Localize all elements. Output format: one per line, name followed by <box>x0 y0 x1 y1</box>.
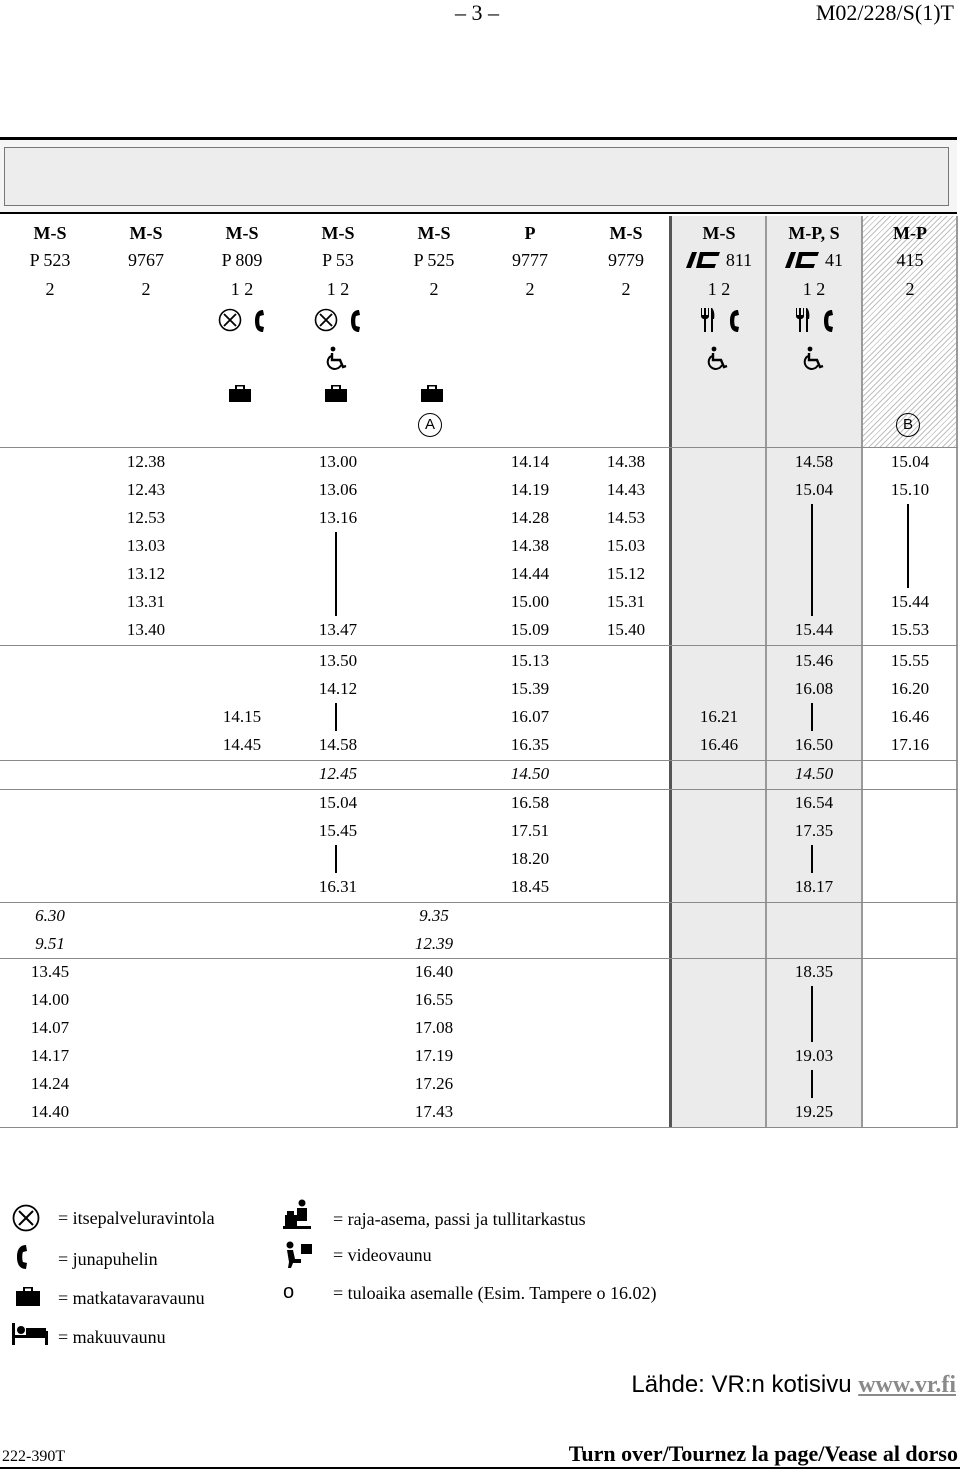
time-cell: 17.35 <box>794 821 834 840</box>
video-car-icon <box>283 1241 313 1269</box>
operator-label: P <box>524 223 536 243</box>
time-cell: 13.47 <box>318 620 358 639</box>
train-number: 9767 <box>128 250 164 270</box>
time-cell: 13.40 <box>126 620 166 639</box>
footer-code: 222-390T <box>2 1448 66 1465</box>
class-label: 2 <box>621 279 631 299</box>
phone-icon <box>349 309 361 338</box>
time-cell: 14.38 <box>510 536 550 555</box>
restaurant-icon <box>314 308 338 337</box>
time-cell: 13.00 <box>318 452 358 471</box>
legend-border: = raja-asema, passi ja tullitarkastus <box>333 1209 586 1229</box>
time-cell: 15.04 <box>794 480 834 499</box>
time-cell: 9.35 <box>419 906 449 925</box>
time-cell: 17.26 <box>414 1074 454 1093</box>
time-cell: 15.44 <box>794 620 834 639</box>
operator-label: M-S <box>33 223 67 243</box>
phone-icon <box>253 309 265 338</box>
time-cell: 14.15 <box>222 707 262 726</box>
time-cell: 16.07 <box>510 707 550 726</box>
time-cell: 15.10 <box>890 480 930 499</box>
pass-through-bar <box>811 703 813 731</box>
operator-label: M-S <box>702 223 736 243</box>
time-cell: 15.03 <box>606 536 646 555</box>
time-cell: 15.04 <box>890 452 930 471</box>
time-cell: 14.50 <box>510 764 550 783</box>
time-cell: 16.31 <box>318 877 358 896</box>
time-cell: 13.03 <box>126 536 166 555</box>
arrival-symbol: o <box>283 1281 295 1303</box>
luggage-icon <box>421 385 443 408</box>
time-cell: 12.39 <box>414 934 454 953</box>
column-divider <box>956 216 958 1127</box>
pass-through-bar <box>335 532 337 616</box>
time-cell: 15.46 <box>794 651 834 670</box>
time-cell: 9.51 <box>35 934 65 953</box>
time-cell: 16.08 <box>794 679 834 698</box>
time-cell: 16.35 <box>510 735 550 754</box>
row-divider <box>0 902 958 903</box>
note-b-marker: B <box>896 413 920 437</box>
phone-icon <box>14 1243 30 1271</box>
time-cell: 16.46 <box>699 735 739 754</box>
column-divider <box>765 216 767 1127</box>
train-number: 415 <box>896 250 924 270</box>
class-label: 2 <box>905 279 915 299</box>
time-cell: 16.21 <box>699 707 739 726</box>
time-cell: 14.45 <box>222 735 262 754</box>
pass-through-bar <box>811 845 813 873</box>
time-cell: 16.40 <box>414 962 454 981</box>
luggage-icon <box>229 385 251 408</box>
time-cell: 13.45 <box>30 962 70 981</box>
train-number <box>671 250 767 271</box>
train-number-text: 41 <box>825 250 843 270</box>
phone-icon <box>728 309 740 338</box>
time-cell: 17.43 <box>414 1102 454 1121</box>
pass-through-bar <box>811 986 813 1042</box>
class-label: 2 <box>525 279 535 299</box>
time-cell: 15.55 <box>890 651 930 670</box>
class-label: 2 <box>45 279 55 299</box>
time-cell: 14.24 <box>30 1074 70 1093</box>
time-cell: 13.31 <box>126 592 166 611</box>
train-number: P 53 <box>322 250 354 270</box>
column-divider <box>861 216 863 1127</box>
footer-turn-over: Turn over/Tournez la page/Vease al dorso <box>568 1441 958 1466</box>
time-cell: 14.53 <box>606 508 646 527</box>
time-cell: 19.03 <box>794 1046 834 1065</box>
train-number <box>766 250 862 271</box>
time-cell: 16.54 <box>794 793 834 812</box>
wheelchair-icon <box>803 346 827 375</box>
class-label: 2 <box>429 279 439 299</box>
time-cell: 16.50 <box>794 735 834 754</box>
time-cell: 15.13 <box>510 651 550 670</box>
train-number: 9779 <box>608 250 644 270</box>
time-cell: 14.07 <box>30 1018 70 1037</box>
time-cell: 16.20 <box>890 679 930 698</box>
time-cell: 12.43 <box>126 480 166 499</box>
class-label: 1 2 <box>707 279 731 299</box>
time-cell: 14.28 <box>510 508 550 527</box>
row-divider <box>0 645 958 646</box>
time-cell: 14.00 <box>30 990 70 1009</box>
row-divider <box>0 958 958 959</box>
time-cell: 15.44 <box>890 592 930 611</box>
luggage-icon <box>16 1287 40 1307</box>
time-cell: 17.16 <box>890 735 930 754</box>
train-number: P 525 <box>413 250 455 270</box>
row-divider <box>0 760 958 761</box>
train-number: 9777 <box>512 250 548 270</box>
time-cell: 14.14 <box>510 452 550 471</box>
pass-through-bar <box>335 845 337 873</box>
row-divider <box>0 447 958 448</box>
operator-label: M-P, S <box>788 223 840 243</box>
operator-label: M-S <box>129 223 163 243</box>
class-label: 1 2 <box>802 279 826 299</box>
intercity-icon <box>785 250 819 270</box>
restaurant-icon <box>218 308 242 337</box>
time-cell: 13.50 <box>318 651 358 670</box>
time-cell: 13.12 <box>126 564 166 583</box>
time-cell: 15.12 <box>606 564 646 583</box>
time-cell: 13.06 <box>318 480 358 499</box>
time-cell: 17.51 <box>510 821 550 840</box>
time-cell: 13.16 <box>318 508 358 527</box>
phone-icon <box>822 309 834 338</box>
operator-label: M-S <box>609 223 643 243</box>
column-divider <box>669 216 672 1127</box>
source-line <box>631 1371 956 1399</box>
time-cell: 18.45 <box>510 877 550 896</box>
legend-luggage: = matkatavaravaunu <box>58 1288 205 1308</box>
time-cell: 17.19 <box>414 1046 454 1065</box>
class-label: 2 <box>141 279 151 299</box>
source-link[interactable]: www.vr.fi <box>858 1372 956 1398</box>
train-number: P 809 <box>221 250 263 270</box>
note-a-marker: A <box>418 413 442 437</box>
row-divider <box>0 789 958 790</box>
border-control-icon <box>283 1199 311 1229</box>
wheelchair-icon <box>326 346 350 375</box>
time-cell: 15.45 <box>318 821 358 840</box>
footer-rule <box>0 1467 960 1469</box>
operator-label: M-S <box>321 223 355 243</box>
time-cell: 15.09 <box>510 620 550 639</box>
legend-phone: = junapuhelin <box>58 1249 158 1269</box>
row-divider <box>0 1127 958 1128</box>
pass-through-bar <box>811 1070 813 1098</box>
time-cell: 15.04 <box>318 793 358 812</box>
time-cell: 15.39 <box>510 679 550 698</box>
intercity-icon <box>686 250 720 270</box>
time-cell: 17.08 <box>414 1018 454 1037</box>
time-cell: 12.45 <box>318 764 358 783</box>
restaurant-car-icon <box>700 307 716 338</box>
time-cell: 16.58 <box>510 793 550 812</box>
time-cell: 14.40 <box>30 1102 70 1121</box>
class-label: 1 2 <box>326 279 350 299</box>
time-cell: 15.00 <box>510 592 550 611</box>
class-label: 1 2 <box>230 279 254 299</box>
legend-restaurant: = itsepalveluravintola <box>58 1208 215 1228</box>
time-cell: 14.43 <box>606 480 646 499</box>
pass-through-bar <box>907 504 909 588</box>
legend-sleeper: = makuuvaunu <box>58 1327 166 1347</box>
legend-arrival: = tuloaika asemalle (Esim. Tampere o 16.02) <box>333 1283 657 1303</box>
restaurant-icon <box>12 1204 40 1232</box>
time-cell: 16.46 <box>890 707 930 726</box>
legend-video: = videovaunu <box>333 1245 432 1265</box>
time-cell: 16.55 <box>414 990 454 1009</box>
train-number: P 523 <box>29 250 71 270</box>
time-cell: 18.17 <box>794 877 834 896</box>
page-number: – 3 – <box>455 0 499 25</box>
pass-through-bar <box>811 504 813 616</box>
source-label: Lähde: VR:n kotisivu <box>631 1371 852 1398</box>
time-cell: 19.25 <box>794 1102 834 1121</box>
time-cell: 12.38 <box>126 452 166 471</box>
time-cell: 14.17 <box>30 1046 70 1065</box>
time-cell: 14.44 <box>510 564 550 583</box>
time-cell: 15.40 <box>606 620 646 639</box>
time-cell: 15.53 <box>890 620 930 639</box>
luggage-icon <box>325 385 347 408</box>
title-bar <box>0 137 957 214</box>
document-reference: M02/228/S(1)T <box>815 0 954 25</box>
wheelchair-icon <box>707 346 731 375</box>
time-cell: 14.58 <box>794 452 834 471</box>
time-cell: 6.30 <box>35 906 65 925</box>
time-cell: 14.38 <box>606 452 646 471</box>
time-cell: 12.53 <box>126 508 166 527</box>
time-cell: 14.12 <box>318 679 358 698</box>
operator-label: M-P <box>893 223 927 243</box>
time-cell: 14.19 <box>510 480 550 499</box>
operator-label: M-S <box>417 223 451 243</box>
pass-through-bar <box>335 703 337 731</box>
train-number-text: 811 <box>725 250 753 270</box>
time-cell: 15.31 <box>606 592 646 611</box>
operator-label: M-S <box>225 223 259 243</box>
time-cell: 14.50 <box>794 764 834 783</box>
restaurant-car-icon <box>795 307 811 338</box>
time-cell: 14.58 <box>318 735 358 754</box>
time-cell: 18.35 <box>794 962 834 981</box>
sleeper-icon <box>12 1323 48 1345</box>
time-cell: 18.20 <box>510 849 550 868</box>
